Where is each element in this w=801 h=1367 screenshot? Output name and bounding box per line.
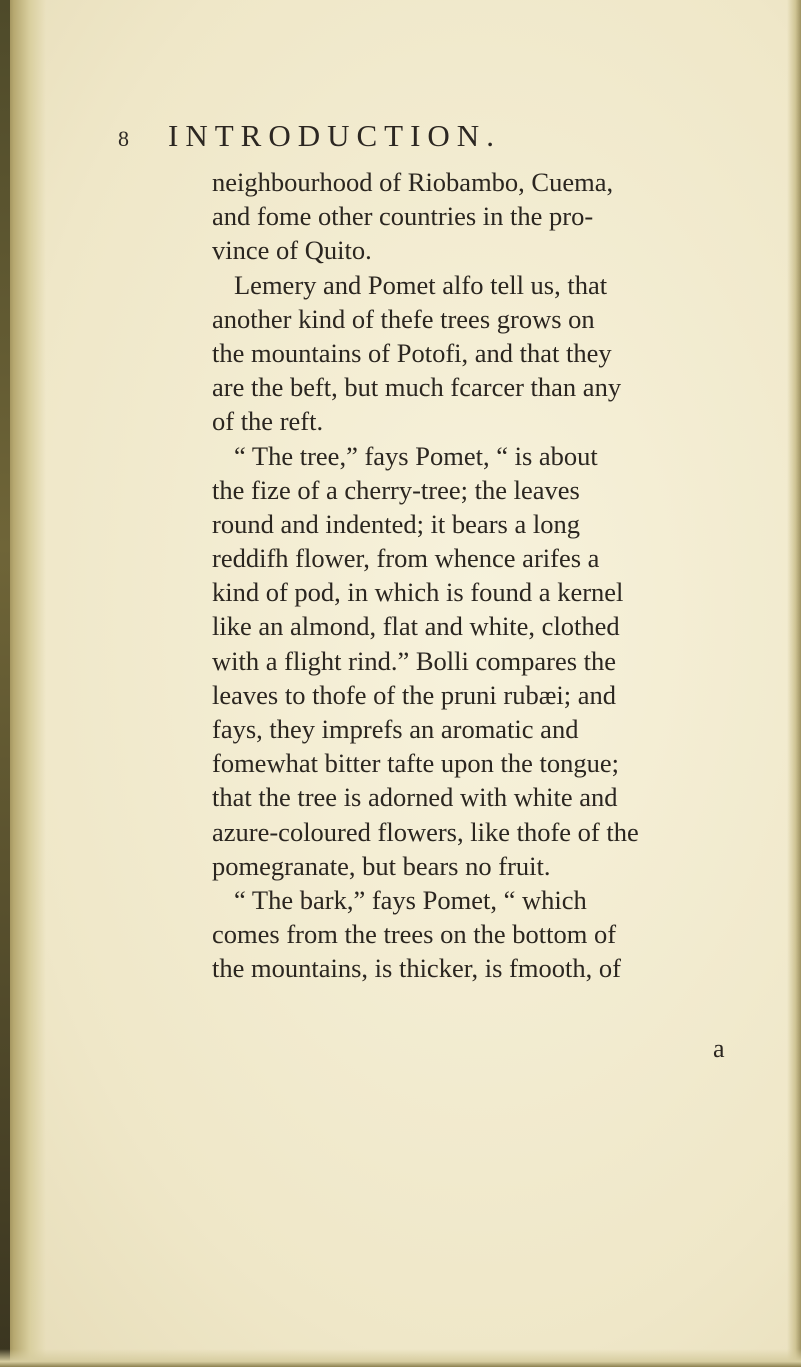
running-head: INTRODUCTION. [168,118,501,153]
catchword: a [713,1034,725,1063]
page-right-edge [787,0,801,1367]
page-header [118,118,718,158]
text-line: neighbourhood of Riobambo, Cuema, [212,167,614,197]
text-line: another kind of thefe trees grows on [212,303,595,334]
text-line: azure-coloured flowers, like thofe of the [212,816,639,847]
text-line: the mountains, is thicker, is fmooth, of [212,953,621,984]
text-line: the mountains of Potofi, and that they [212,337,612,368]
text-line: vince of Quito. [212,235,372,266]
text-line: comes from the trees on the bottom of [212,919,617,950]
text-line: Lemery and Pomet alfo tell us, that [234,269,608,300]
book-binding-edge [0,0,10,1367]
text-line: kind of pod, in which is found a kernel [212,577,624,608]
page-bottom-edge [0,1349,801,1367]
text-line: fays, they imprefs an aromatic and [212,714,579,744]
body-text [212,165,747,986]
text-line: like an almond, flat and white, clothed [212,611,620,642]
text-line: of the reft. [212,406,324,437]
text-line: leaves to thofe of the pruni rubæi; and [212,679,617,710]
text-line: and fome other countries in the pro- [212,201,594,232]
text-line: “ The tree,” fays Pomet, “ is about [234,440,598,471]
text-line: the fize of a cherry-tree; the leaves [212,474,580,505]
text-line: that the tree is adorned with white and [212,782,618,813]
text-line: are the beft, but much fcarcer than any [212,372,622,403]
text-line: “ The bark,” fays Pomet, “ which [234,884,587,915]
text-line: fomewhat bitter tafte upon the tongue; [212,748,619,779]
text-line: pomegranate, but bears no fruit. [212,850,551,881]
text-line: reddifh flower, from whence arifes a [212,543,600,574]
text-line: round and indented; it bears a long [212,508,580,539]
text-line: with a flight rind.” Bolli compares the [212,645,617,676]
page-number: 8 [118,126,129,151]
